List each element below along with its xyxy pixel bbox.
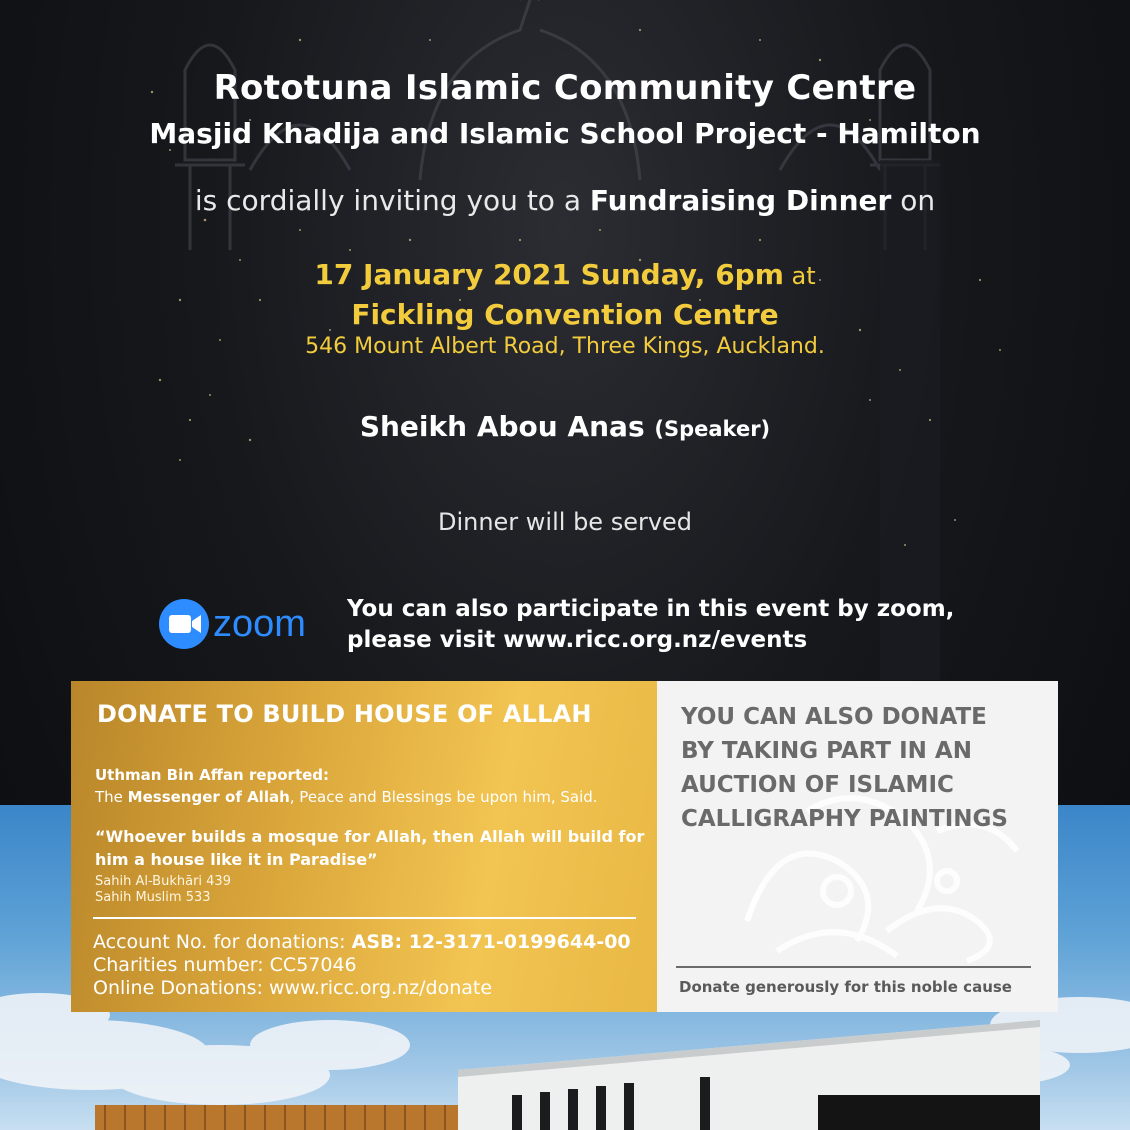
hadith-intro-prefix: The	[95, 788, 128, 806]
hadith-ref-2: Sahih Muslim 533	[95, 890, 211, 905]
zoom-info	[347, 594, 954, 656]
hadith-intro	[95, 788, 598, 806]
online-donations: Online Donations: www.ricc.org.nz/donate	[93, 977, 493, 999]
auction-line-2: BY TAKING PART IN AN	[681, 738, 972, 764]
hadith-quote: “Whoever builds a mosque for Allah, then Allah will build for him a house like it in Paradise”	[95, 827, 645, 869]
hadith-references	[95, 874, 231, 906]
bank-info	[93, 931, 631, 1000]
hadith-ref-1: Sahih Al-Bukhāri 439	[95, 874, 231, 889]
invite-event: Fundraising Dinner	[589, 184, 892, 217]
page-title: Rototuna Islamic Community Centre	[213, 68, 917, 108]
charities-number: Charities number: CC57046	[93, 954, 357, 976]
auction-line-4: CALLIGRAPHY PAINTINGS	[681, 806, 1008, 832]
page-subtitle: Masjid Khadija and Islamic School Project - Hamilton	[149, 117, 981, 150]
event-address: 546 Mount Albert Road, Three Kings, Auckland.	[305, 334, 825, 359]
event-date-time: 17 January 2021 Sunday, 6pm	[314, 258, 784, 291]
speaker-role: (Speaker)	[654, 417, 771, 441]
zoom-logo-text: zoom	[213, 603, 306, 645]
auction-divider	[676, 966, 1031, 968]
auction-panel	[657, 681, 1058, 1012]
invite-suffix: on	[891, 184, 936, 217]
auction-footer: Donate generously for this noble cause	[679, 978, 1012, 996]
event-venue: Fickling Convention Centre	[351, 298, 779, 331]
zoom-line-1: You can also participate in this event by zoom,	[347, 596, 955, 622]
event-date-line	[0, 258, 1130, 291]
zoom-line-2: please visit www.ricc.org.nz/events	[347, 627, 808, 653]
auction-line-3: AUCTION OF ISLAMIC	[681, 772, 954, 798]
speaker-name: Sheikh Abou Anas	[359, 410, 645, 443]
auction-heading	[681, 700, 1041, 836]
donate-panel	[71, 681, 657, 1012]
donate-divider	[93, 917, 636, 919]
invitation-line	[0, 184, 1130, 217]
account-number: ASB: 12-3171-0199644-00	[351, 931, 631, 953]
auction-line-1: YOU CAN ALSO DONATE	[681, 704, 987, 730]
speaker-line	[0, 410, 1130, 443]
dinner-note: Dinner will be served	[437, 508, 693, 536]
zoom-logo	[158, 596, 323, 652]
hadith-narrator: Uthman Bin Affan reported:	[95, 766, 330, 784]
account-line	[93, 931, 631, 954]
hadith-intro-bold: Messenger of Allah	[127, 788, 290, 806]
invite-prefix: is cordially inviting you to a	[194, 184, 590, 217]
donate-heading: DONATE TO BUILD HOUSE OF ALLAH	[97, 700, 592, 728]
hadith-intro-suffix: , Peace and Blessings be upon him, Said.	[289, 788, 598, 806]
event-date-suffix: at	[783, 262, 816, 290]
account-label: Account No. for donations:	[93, 931, 352, 953]
